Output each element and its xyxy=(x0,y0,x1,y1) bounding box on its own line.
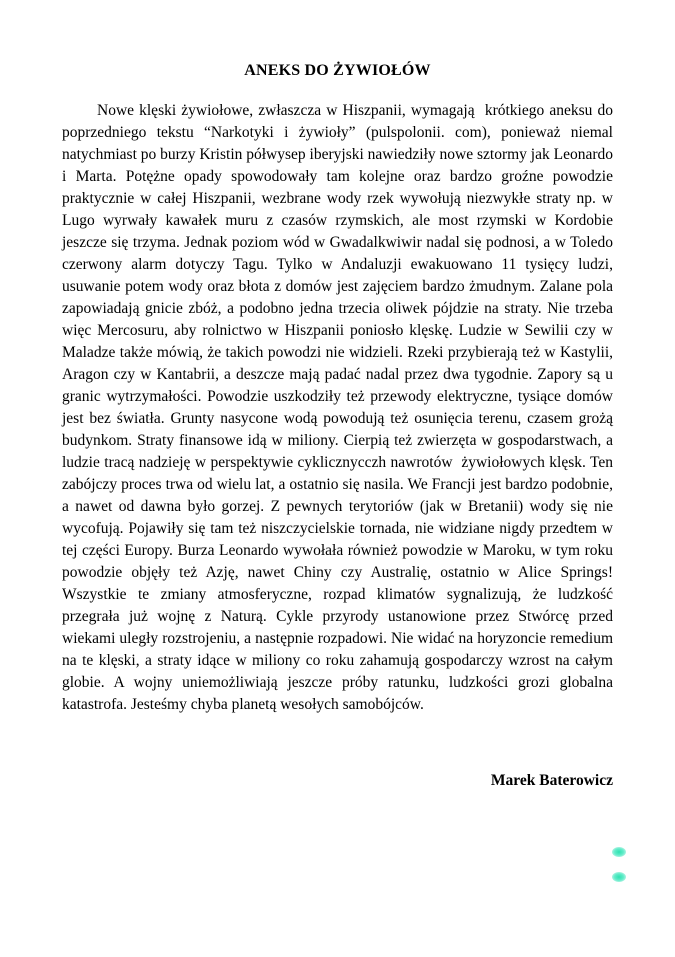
document-title: ANEKS DO ŻYWIOŁÓW xyxy=(244,62,431,79)
teal-dot-artifact xyxy=(612,847,626,857)
teal-dot-artifact xyxy=(612,872,626,882)
body-paragraph: Nowe klęski żywiołowe, zwłaszcza w Hiszpanii, wymagają krótkiego aneksu do poprzedniego tekstu “Narkotyki i żywioły” (pulspolonii. com), ponieważ niemal natychmiast po burzy Kristin półwysep iberyjski nawiedziły nowe sztormy jak Leonardo i Marta. Potężne opady spowodowały tam kolejne oraz bardzo groźne powodzie praktycznie w całej Hiszpanii, wezbrane wody rzek wywołują niezwykłe straty np. w Lugo wyrwały kawałek muru z czasów rzymskich, ale most rzymski w Kordobie jeszcze się trzyma. Jednak poziom wód w Gwadalkwiwir nadal się podnosi, a w Toledo czerwony alarm dotyczy Tagu. Tylko w Andaluzji ewakuowano 11 tysięcy ludzi, usuwanie potem wody oraz błota z domów jest zajęciem bardzo żmudnym. Zalane pola zapowiadają gnicie zbóż, a podobno jedna trzecia oliwek pójdzie na straty. Nie trzeba więc Mercosuru, aby rolnictwo w Hiszpanii poniosło klęskę. Ludzie w Sewilii czy w Maladze także mówią, że takich powodzi nie widzieli. Rzeki przybierają też w Kastylii, Aragon czy w Kantabrii, a deszcze mają padać nadal przez dwa tygodnie. Zapory są u granic wytrzymałości. Powodzie uszkodziły też przewody elektryczne, tysiące domów jest bez światła. Grunty nasycone wodą powodują też osunięcia terenu, czasem grożą budynkom. Straty finansowe idą w miliony. Cierpią też zwierzęta w gospodarstwach, a ludzie tracą nadzieję w perspektywie cyklicznycczh nawrotów żywiołowych klęsk. Ten zabójczy proces trwa od wielu lat, a ostatnio się nasila. We Francji jest bardzo podobnie, a nawet od dawna było gorzej. Z pewnych terytoriów (jak w Bretanii) wody się nie wycofują. Pojawiły się tam też niszczycielskie tornada, nie widziane nigdy przedtem w tej części Europy. Burza Leonardo wywołała również powodzie w Maroku, w tym roku powodzie objęły też Azję, nawet Chiny czy Australię, ostatnio w Alice Springs! Wszystkie te zmiany atmosferyczne, rozpad klimatów sygnalizują, że ludzkość przegrała już wojnę z Naturą. Cykle przyrody ustanowione przez Stwórcę przed wiekami uległy rozstrojeniu, a następnie rozpadowi. Nie widać na horyzoncie remedium na te klęski, a straty idące w miliony co roku zahamują gospodarczy wzrost na całym globie. A wojny uniemożliwiają jeszcze próby ratunku, ludzkości grozi globalna katastrofa. Jesteśmy chyba planetą wesołych samobójców. xyxy=(62,102,617,713)
signature: Marek Baterowicz xyxy=(490,772,613,789)
